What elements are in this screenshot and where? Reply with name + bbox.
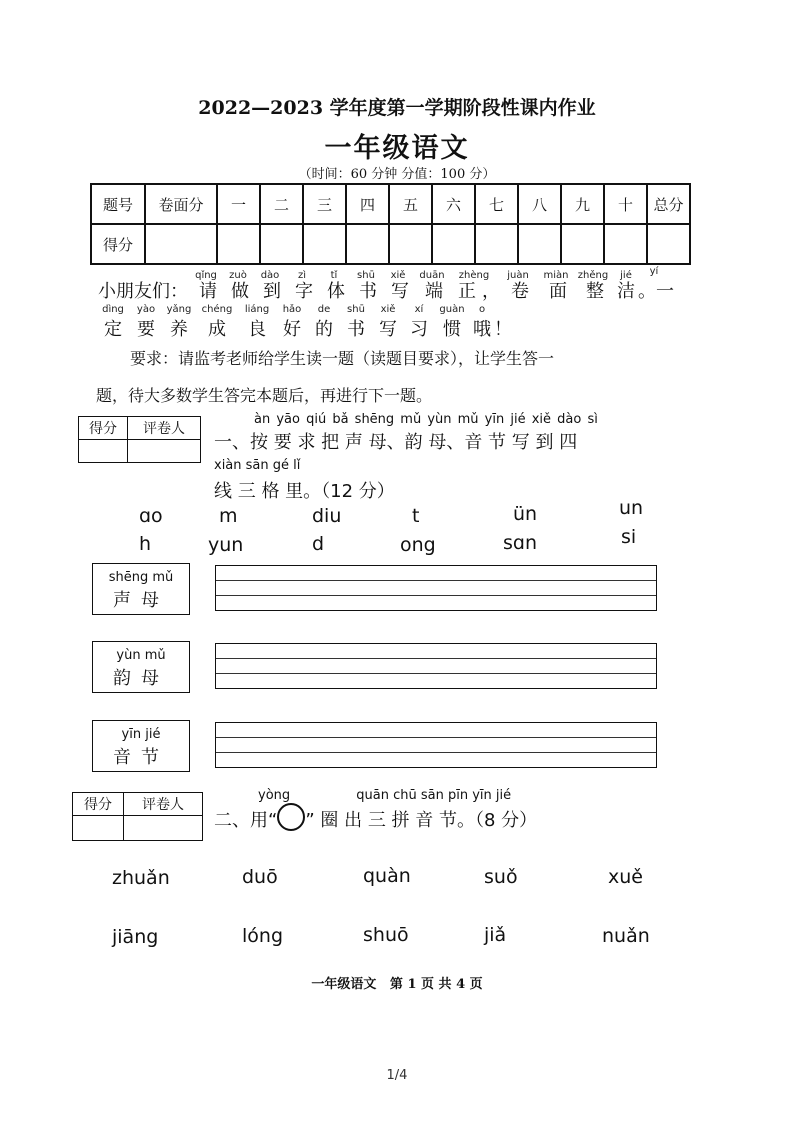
score-input-cell[interactable] xyxy=(217,224,260,264)
char: 要 xyxy=(137,319,155,340)
pinyin: dào xyxy=(260,270,280,281)
grader-reviewer-label: 评卷人 xyxy=(124,793,203,816)
char: 洁 xyxy=(617,281,635,302)
score-input-cell[interactable] xyxy=(518,224,561,264)
char: 哦 xyxy=(473,319,491,340)
category-pinyin: yīn jié xyxy=(121,727,161,742)
char: 体 xyxy=(327,281,345,302)
pinyin: liáng xyxy=(244,304,270,315)
q1-letter: m xyxy=(219,505,238,527)
score-input-cell[interactable] xyxy=(389,224,432,264)
q1-pinyin-line1: àn yāo qiú bǎ shēng mǔ yùn mǔ yīn jié xiě dào sì xyxy=(254,412,598,427)
category-label: 音节 xyxy=(113,747,169,768)
writing-lines-shengmu[interactable] xyxy=(215,565,657,611)
char: 良 xyxy=(248,319,266,340)
score-table-score-row xyxy=(91,224,690,264)
score-header-cell: 一 xyxy=(217,184,260,224)
char: 正 xyxy=(458,281,476,302)
q1-letter: diu xyxy=(312,505,342,527)
char: 端 xyxy=(425,281,443,302)
char: 做 xyxy=(231,281,249,302)
grader-score-cell[interactable] xyxy=(73,816,124,841)
grader-reviewer-label: 评卷人 xyxy=(128,417,201,440)
q2-syllable[interactable]: duō xyxy=(242,866,278,888)
score-header-cell: 总分 xyxy=(647,184,690,224)
score-header-cell: 卷面分 xyxy=(145,184,217,224)
grader-reviewer-cell[interactable] xyxy=(128,440,201,463)
q2-syllable[interactable]: quàn xyxy=(363,865,411,887)
score-input-cell[interactable] xyxy=(604,224,647,264)
intro-text-line1 xyxy=(98,277,676,303)
category-label: 声母 xyxy=(113,590,169,611)
char: 写 xyxy=(379,319,397,340)
score-header-cell: 七 xyxy=(475,184,518,224)
category-pinyin: yùn mǔ xyxy=(116,648,166,663)
pinyin: zuò xyxy=(229,270,247,281)
char: 卷 xyxy=(511,281,529,302)
pinyin: de xyxy=(317,304,331,315)
greeting: 小朋友们： xyxy=(98,281,188,302)
q2-suffix: 圈 出 三 拼 音 节。（8 分） xyxy=(320,810,538,831)
score-header-cell: 二 xyxy=(260,184,303,224)
q1-letter: si xyxy=(621,526,637,548)
score-row-label: 得分 xyxy=(91,224,145,264)
char: 整 xyxy=(586,281,604,302)
grader-box-q2 xyxy=(72,792,203,841)
q1-letter: ong xyxy=(400,534,436,556)
pinyin: zhèng xyxy=(458,270,490,281)
pinyin: o xyxy=(478,304,486,315)
pinyin: dìng xyxy=(102,304,124,315)
char: 养 xyxy=(170,319,188,340)
pinyin: zhěng xyxy=(577,270,609,281)
circle-icon xyxy=(277,803,305,831)
q2-syllable[interactable]: xuě xyxy=(608,866,643,888)
category-yinjie xyxy=(92,720,190,772)
char: 好 xyxy=(283,319,301,340)
q2-syllable[interactable]: lóng xyxy=(242,925,284,947)
pinyin: yǎng xyxy=(166,304,192,315)
pinyin: qǐng xyxy=(195,270,217,281)
char: 的 xyxy=(315,319,333,340)
char: 惯 xyxy=(443,319,461,340)
q2-syllable[interactable]: jiǎ xyxy=(484,924,507,946)
score-header-cell: 四 xyxy=(346,184,389,224)
score-table xyxy=(90,183,691,265)
char: 成 xyxy=(208,319,226,340)
q2-syllable[interactable]: jiāng xyxy=(112,926,159,948)
pinyin: xiě xyxy=(380,304,396,315)
score-input-cell[interactable] xyxy=(432,224,475,264)
pinyin: chéng xyxy=(201,304,233,315)
char: 习 xyxy=(410,319,428,340)
pinyin: duān xyxy=(419,270,445,281)
char: 书 xyxy=(359,281,377,302)
score-input-cell[interactable] xyxy=(260,224,303,264)
q1-letter: sɑn xyxy=(503,532,538,554)
q2-syllable[interactable]: zhuǎn xyxy=(112,867,170,889)
q2-syllable[interactable]: shuō xyxy=(363,924,409,946)
q2-syllable[interactable]: nuǎn xyxy=(602,925,650,947)
score-header-cell: 五 xyxy=(389,184,432,224)
page-footer: 一年级语文 第 1 页 共 4 页 xyxy=(311,977,483,992)
writing-lines-yunmu[interactable] xyxy=(215,643,657,689)
q1-letter: d xyxy=(312,533,325,555)
intro-pinyin-line2 xyxy=(96,304,494,315)
char: 面 xyxy=(549,281,567,302)
q1-letter: t xyxy=(412,505,420,527)
score-input-cell[interactable] xyxy=(561,224,604,264)
q2-syllable[interactable]: suǒ xyxy=(484,866,518,888)
grader-reviewer-cell[interactable] xyxy=(124,816,203,841)
char: 请 xyxy=(199,281,217,302)
category-label: 韵母 xyxy=(113,668,169,689)
q1-pinyin-line2: xiàn sān gé lǐ xyxy=(214,458,301,473)
intro-text-line2 xyxy=(96,315,510,341)
q2-quote-open: “ xyxy=(268,810,278,831)
q2-prefix: 二、用 xyxy=(214,810,268,831)
time-score-info: （时间：60 分钟 分值：100 分） xyxy=(298,167,496,182)
pinyin: xí xyxy=(414,304,424,315)
pinyin: hǎo xyxy=(282,304,302,315)
score-table-header-row xyxy=(91,184,690,224)
requirement-line2: 题，待大多数学生答完本题后，再进行下一题。 xyxy=(96,386,433,405)
grader-score-cell[interactable] xyxy=(79,440,128,463)
q1-text-line2: 线 三 格 里。（12 分） xyxy=(214,481,395,502)
char: 到 xyxy=(263,281,281,302)
char: ！ xyxy=(494,319,512,340)
char: 写 xyxy=(391,281,409,302)
pinyin: shū xyxy=(357,270,375,281)
grader-score-label: 得分 xyxy=(79,417,128,440)
pinyin: zì xyxy=(297,270,307,281)
pinyin: juàn xyxy=(507,270,529,281)
char: 定 xyxy=(104,319,122,340)
score-header-cell: 六 xyxy=(432,184,475,224)
q2-pinyin: yòng quān chū sān pīn yīn jié xyxy=(258,788,512,803)
q1-text-line1: 一、按 要 求 把 声 母、韵 母、音 节 写 到 四 xyxy=(214,432,578,453)
pinyin: yào xyxy=(136,304,156,315)
category-pinyin: shēng mǔ xyxy=(108,570,174,585)
score-input-cell[interactable] xyxy=(647,224,690,264)
score-header-cell: 三 xyxy=(303,184,346,224)
q1-letter: ün xyxy=(513,503,538,525)
pinyin: guàn xyxy=(439,304,465,315)
q1-letter: yun xyxy=(208,534,244,556)
score-header-cell: 八 xyxy=(518,184,561,224)
char: 。 xyxy=(638,281,656,302)
score-header-cell: 九 xyxy=(561,184,604,224)
exam-title: 2022—2023 学年度第一学期阶段性课内作业 xyxy=(198,97,596,119)
score-input-cell[interactable] xyxy=(346,224,389,264)
writing-lines-yinjie[interactable] xyxy=(215,722,657,768)
score-header-cell: 十 xyxy=(604,184,647,224)
pinyin: jié xyxy=(620,270,632,281)
q2-quote-close: ” xyxy=(305,810,315,831)
score-input-cell[interactable] xyxy=(303,224,346,264)
grader-score-label: 得分 xyxy=(73,793,124,816)
category-shengmu xyxy=(92,563,190,615)
pinyin: xiě xyxy=(390,270,406,281)
score-input-cell[interactable] xyxy=(475,224,518,264)
char: 字 xyxy=(295,281,313,302)
char: ， xyxy=(482,281,500,302)
q2-text xyxy=(214,803,537,832)
char: 书 xyxy=(347,319,365,340)
page-number: 1/4 xyxy=(386,1068,408,1083)
score-input-cell[interactable] xyxy=(145,224,217,264)
pinyin: tǐ xyxy=(330,270,338,281)
q1-letter: un xyxy=(619,497,644,519)
q1-letter: ɑo xyxy=(139,505,163,527)
pinyin: yí xyxy=(649,266,659,277)
category-yunmu xyxy=(92,641,190,693)
requirement-line1: 要求：请监考老师给学生读一题（读题目要求），让学生答一 xyxy=(130,349,555,368)
grader-box-q1 xyxy=(78,416,201,463)
q1-letter: h xyxy=(139,533,152,555)
pinyin: shū xyxy=(347,304,365,315)
score-header-cell: 题号 xyxy=(91,184,145,224)
pinyin: miàn xyxy=(543,270,569,281)
char: 一 xyxy=(656,281,674,302)
subject-title: 一年级语文 xyxy=(324,133,470,164)
